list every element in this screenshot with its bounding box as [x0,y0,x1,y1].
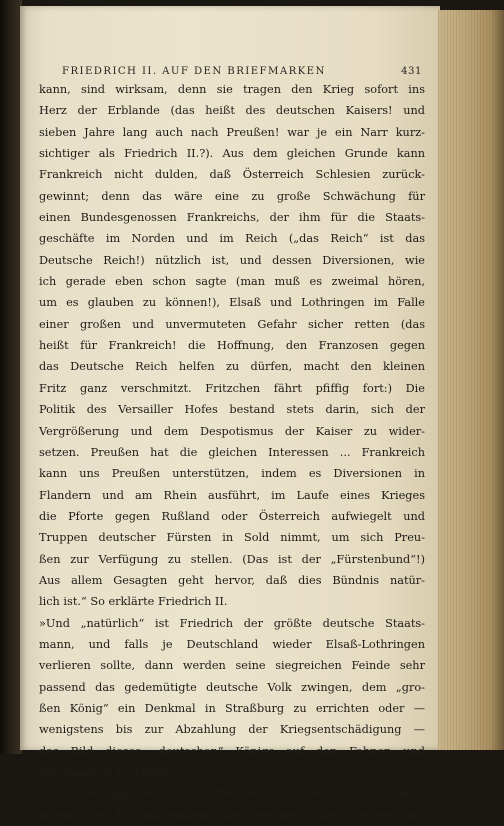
text-line: Deutsche Reich!) nützlich ist, und dessen Diversionen, wie [39,253,425,267]
text-line: »Und „natürlich“ ist Friedrich der größte deutsche Staats- [39,616,425,630]
text-line: geschäfte im Norden und im Reich („das Reich“ ist das [39,232,425,246]
text-line: Vergrößerung und dem Despotismus der Kaiser zu wider- [39,424,425,438]
text-line: Politik des Versailler Hofes bestand stets darin, sich der [39,403,425,417]
text-line: setzen. Preußen hat die gleichen Interessen ... Frankreich [39,445,425,459]
text-line: Herz der Erblande (das heißt des deutschen Kaisers! und [39,104,425,118]
facing-page-edge [0,0,22,754]
text-line: die Pforte gegen Rußland oder Österreich aufwiegelt und [39,509,425,523]
text-line: wenigstens bis zur Abzahlung der Kriegsentschädigung — [39,723,425,737]
text-line: ich gerade eben schon sagte (man muß es zweimal hören, [39,275,425,289]
text-line: sieben Jahre lang auch nach Preußen! war je ein Narr kurz- [39,125,425,139]
text-line: Fritz ganz verschmitzt. Fritzchen fährt pfiffig fort:) Die [39,381,425,395]
text-line: mann, und falls je Deutschland wieder Elsaß-Lothringen [39,637,425,651]
text-line: Frankreich nicht dulden, daß Österreich Schlesien zurück- [39,168,425,182]
text-line: um es glauben zu können!), Elsaß und Lothringen im Falle [39,296,425,310]
running-title: FRIEDRICH II. AUF DEN BRIEFMARKEN [62,66,326,77]
text-line: kann, sind wirksam, denn sie tragen den Krieg sofort ins [39,83,425,96]
text-line: sichtiger als Friedrich II.?). Aus dem gleichen Grunde kann [39,147,425,161]
text-line: gewinnt; denn das wäre eine zu große Schwächung für [39,189,425,203]
text-line: passend das gedemütigte deutsche Volk zwingen, dem „gro- [39,680,425,694]
text-line: das Bild dieses „deutschen“ Königs auf den Fahnen und [39,744,425,758]
text-line: »Aha, Sie glauben, ich halte Sie zum besten. Also bitte, [39,787,425,801]
text-line: verlieren sollte, dann werden seine siegreichen Feinde sehr [39,659,425,673]
page-block-edge [438,10,504,750]
text-line: hören Sie die staatsmännische Weisheit Ihres großen Kö- [39,808,425,822]
text-line: Flandern und am Rhein ausführt, im Laufe eines Krieges [39,488,425,502]
text-line: ßen zur Verfügung zu stellen. (Das ist der „Fürstenbund“!) [39,552,425,566]
text-line: das Deutsche Reich helfen zu dürfen, macht den kleinen [39,360,425,374]
text-line: einer großen und unvermuteten Gefahr sicher retten (das [39,317,425,331]
text-line: Briefmarken zu dulden. [39,766,175,779]
page-number: 431 [401,66,422,77]
text-line: einen Bundesgenossen Frankreichs, der ihm für die Staats- [39,211,425,225]
text-line: Truppen deutscher Fürsten in Sold nimmt, um sich Preu- [39,531,425,545]
text-line: ßen König“ ein Denkmal in Straßburg zu errichten oder — [39,701,425,715]
body-text [39,79,425,826]
text-line: kann uns Preußen unterstützen, indem es Diversionen in [39,467,425,481]
text-line: heißt für Frankreich! die Hoffnung, den Franzosen gegen [39,339,425,353]
text-line: lich ist.“ So erklärte Friedrich II. [39,595,228,609]
text-line: Aus allem Gesagten geht hervor, daß dies Bündnis natür- [39,573,425,587]
